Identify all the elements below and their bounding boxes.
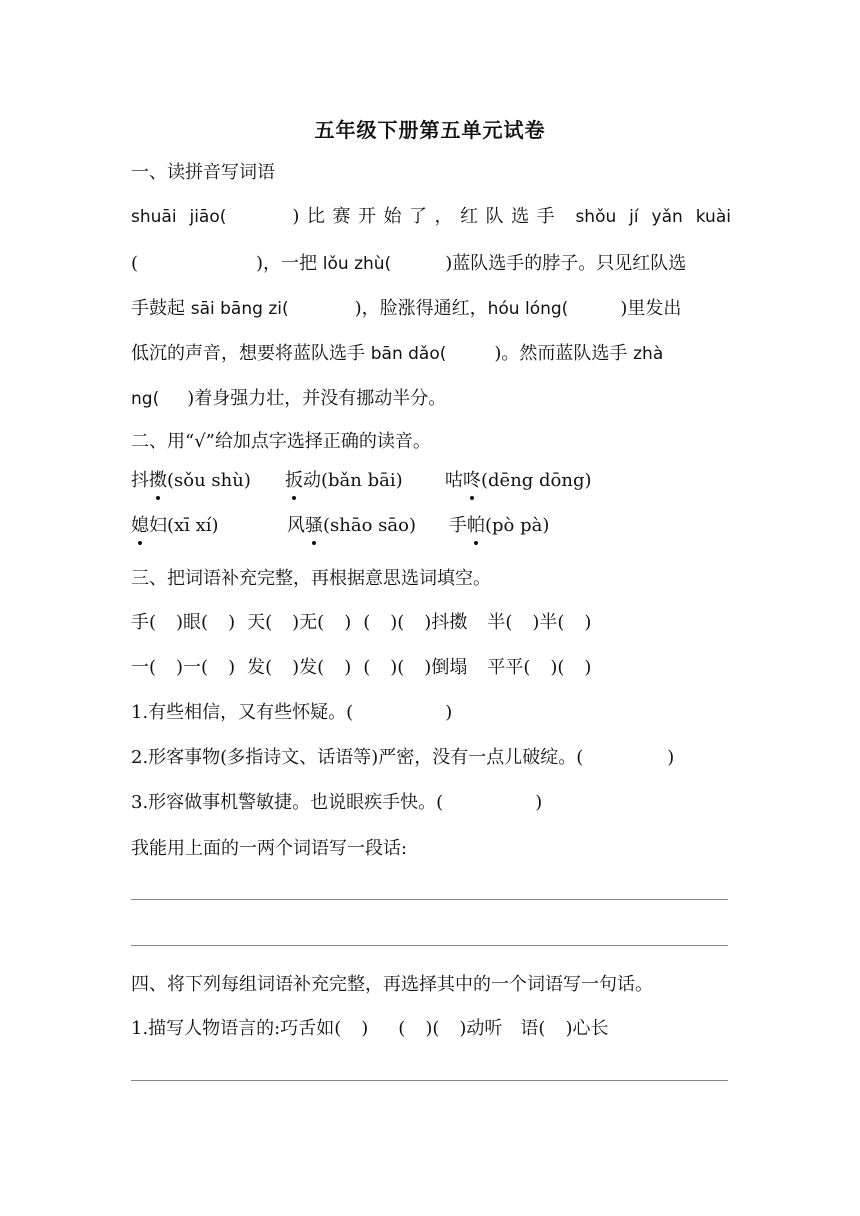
idiom-part: ) — [228, 657, 236, 678]
idiom-part: )倒塌 — [424, 657, 468, 678]
idiom-part: )( — [425, 1018, 440, 1039]
page-title: 五年级下册第五单元试卷 — [314, 118, 546, 142]
idiom-part: ) — [228, 612, 236, 633]
idiom-part: 手( — [131, 612, 157, 633]
pinyin-shou-ji-yan-kuai: shǒu jí yǎn kuài — [575, 207, 731, 227]
char: 风 — [287, 515, 305, 536]
section3-heading: 三、把词语补充完整，再根据意思选词填空。 — [131, 568, 491, 589]
pinyin-hou-long: hóu lóng( — [487, 299, 569, 319]
text-segment: )。然而蓝队选手 — [494, 343, 634, 364]
reading-item-4 — [131, 513, 281, 539]
idiom-part: )半( — [532, 612, 565, 633]
writing-line-1[interactable] — [131, 899, 728, 900]
pinyin-options[interactable]: (dēng dōng) — [481, 470, 592, 491]
reading-item-3 — [445, 468, 645, 494]
idiom-part: ( — [398, 1018, 406, 1039]
section4-question-1 — [131, 1016, 731, 1042]
pinyin-options[interactable]: 动(bǎn bāi) — [303, 470, 403, 491]
pinyin-zhang-part1: zhà — [633, 344, 664, 364]
pinyin-options[interactable]: (sǒu shù) — [167, 470, 251, 491]
section1-line-1 — [131, 204, 731, 230]
dotted-char: 媳 — [131, 513, 149, 539]
char: 抖 — [131, 470, 149, 491]
idiom-part: 发( — [247, 657, 273, 678]
pinyin-options[interactable]: (pò pà) — [485, 515, 550, 536]
text-segment: )着身强力壮，并没有挪动半分。 — [187, 388, 447, 409]
text-segment: 低沉的声音，想要将蓝队选手 — [131, 343, 371, 364]
idiom-part: 半( — [487, 612, 513, 633]
idiom-part: ) — [584, 657, 592, 678]
idiom-part: 一( — [131, 657, 157, 678]
text-segment: )蓝队选手的脖子。只见红队选 — [445, 253, 687, 274]
section4-heading: 四、将下列每组词语补充完整，再选择其中的一个词语写一句话。 — [131, 974, 653, 995]
question-1 — [131, 700, 731, 726]
idiom-part: 1.描写人物语言的:巧舌如( — [131, 1018, 342, 1039]
question-text: 1.有些相信，又有些怀疑。( — [131, 702, 354, 723]
idiom-part: ) — [344, 657, 352, 678]
idiom-part: )( — [550, 657, 565, 678]
idiom-row-1 — [131, 610, 731, 636]
idiom-part: ) — [361, 1018, 369, 1039]
pinyin-ban-dao: bān dǎo( — [370, 344, 447, 364]
section1-line-4 — [131, 341, 731, 367]
text-segment: ( — [131, 253, 139, 274]
dotted-char: 咚 — [463, 468, 481, 494]
dotted-char: 帕 — [467, 513, 485, 539]
writing-line-2[interactable] — [131, 945, 728, 946]
question-3 — [131, 790, 731, 816]
question-text: ) — [535, 792, 543, 813]
question-text: ) — [667, 747, 675, 768]
section1-line-3 — [131, 296, 731, 322]
text-segment: 手鼓起 — [131, 298, 191, 319]
pinyin-shuai-jiao: shuāi jiāo( — [131, 207, 227, 227]
section1-heading: 一、读拼音写词语 — [131, 162, 275, 183]
dotted-char: 骚 — [305, 513, 323, 539]
idiom-part: )( — [390, 612, 405, 633]
idiom-part: )心长 — [565, 1018, 609, 1039]
pinyin-lou-zhu: lǒu zhù( — [322, 254, 392, 274]
char: 咕 — [445, 470, 463, 491]
idiom-part: )发( — [292, 657, 325, 678]
section2-heading: 二、用“√”给加点字选择正确的读音。 — [131, 431, 431, 452]
idiom-part: )眼( — [176, 612, 209, 633]
writing-prompt: 我能用上面的一两个词语写一段话: — [131, 838, 408, 859]
pinyin-options[interactable]: (shāo sāo) — [323, 515, 416, 536]
reading-item-5 — [287, 513, 437, 539]
text-segment: )，一把 — [256, 253, 323, 274]
idiom-part: )动听 — [459, 1018, 503, 1039]
char: 手 — [449, 515, 467, 536]
pinyin-zhang-part2: ng( — [131, 389, 160, 409]
idiom-part: )( — [390, 657, 405, 678]
idiom-part: ( — [363, 612, 371, 633]
pinyin-sai-bang-zi: sāi bāng zi( — [190, 299, 289, 319]
reading-item-2 — [285, 468, 435, 494]
question-text: 3.形容做事机警敏捷。也说眼疾手快。( — [131, 792, 444, 813]
question-2 — [131, 745, 731, 771]
section1-line-5 — [131, 386, 731, 412]
question-text: ) — [445, 702, 453, 723]
idiom-part: 语( — [520, 1018, 546, 1039]
idiom-part: 平平( — [487, 657, 531, 678]
idiom-part: )一( — [176, 657, 209, 678]
text-segment: )比赛开始了，红队选手 — [292, 206, 576, 227]
dotted-char: 擞 — [149, 468, 167, 494]
question-text: 2.形客事物(多指诗文、话语等)严密，没有一点儿破绽。( — [131, 747, 584, 768]
text-segment: )，脸涨得通红， — [354, 298, 488, 319]
idiom-row-2 — [131, 655, 731, 681]
idiom-part: )抖擞 — [424, 612, 468, 633]
idiom-part: ) — [584, 612, 592, 633]
pinyin-options[interactable]: 妇(xī xí) — [149, 515, 219, 536]
writing-line-3[interactable] — [131, 1080, 728, 1081]
reading-item-6 — [449, 513, 599, 539]
section1-line-2 — [131, 251, 731, 277]
idiom-part: ) — [344, 612, 352, 633]
idiom-part: 天( — [247, 612, 273, 633]
dotted-char: 扳 — [285, 468, 303, 494]
idiom-part: )无( — [292, 612, 325, 633]
text-segment: )里发出 — [620, 298, 682, 319]
idiom-part: ( — [363, 657, 371, 678]
